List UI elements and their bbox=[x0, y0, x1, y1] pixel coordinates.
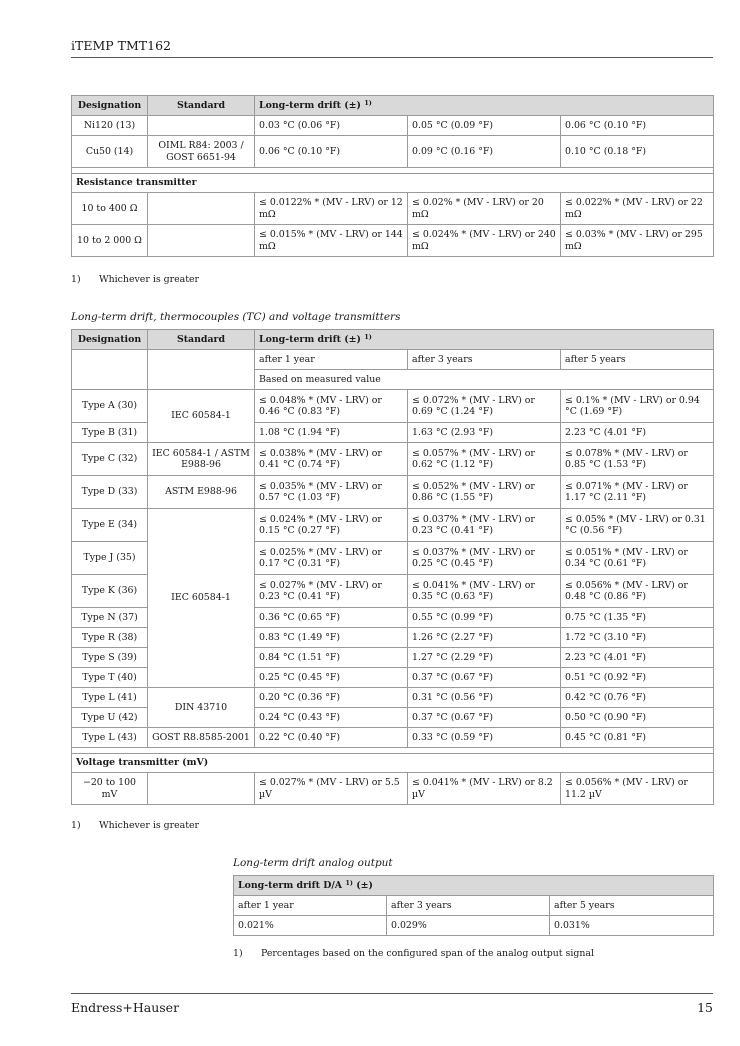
resistance-drift-table bbox=[71, 95, 714, 257]
caption-analog-output: Long-term drift analog output bbox=[233, 857, 393, 869]
col-header-designation: Designation bbox=[72, 96, 148, 116]
table-row: Type R (38) 0.83 °C (1.49 °F) 1.26 °C (2.27 °F) 1.72 °C (3.10 °F) bbox=[72, 628, 714, 648]
period-1-year: after 1 year bbox=[255, 350, 408, 370]
period-5-years: after 5 years bbox=[561, 350, 714, 370]
standard-iec-60584-1-group: IEC 60584-1 bbox=[148, 509, 255, 688]
table-row: Type A (30) IEC 60584-1 ≤ 0.048% * (MV - LRV) or 0.46 °C (0.83 °F) ≤ 0.072% * (MV - LRV) or 0.69 °C (1.24 °F) ≤ 0.1% * (MV - LRV) or 0.94 °C (1.69 °F) bbox=[72, 390, 714, 423]
standard-iec-60584-1: IEC 60584-1 bbox=[148, 390, 255, 443]
table-row: 10 to 2 000 Ω ≤ 0.015% * (MV - LRV) or 144 mΩ ≤ 0.024% * (MV - LRV) or 240 mΩ ≤ 0.03% * (MV - LRV) or 295 mΩ bbox=[72, 225, 714, 257]
standard-iec-astm: IEC 60584-1 / ASTM E988-96 bbox=[148, 443, 255, 476]
section-voltage-transmitter: Voltage transmitter (mV) bbox=[72, 754, 714, 773]
table-row: Type L (41) DIN 43710 0.20 °C (0.36 °F) 0.31 °C (0.56 °F) 0.42 °C (0.76 °F) bbox=[72, 688, 714, 708]
analog-output-drift-table: Long-term drift D/A $^{1)}$ (±) after 1 year after 3 years after 5 years 0.021% 0.029% 0.031% bbox=[233, 875, 714, 936]
table-row: Type T (40) 0.25 °C (0.45 °F) 0.37 °C (0.67 °F) 0.51 °C (0.92 °F) bbox=[72, 668, 714, 688]
table-row: Type L (43) GOST R8.8585-2001 0.22 °C (0.40 °F) 0.33 °C (0.59 °F) 0.45 °C (0.81 °F) bbox=[72, 728, 714, 748]
standard-gost: GOST R8.8585-2001 bbox=[148, 728, 255, 748]
header-divider bbox=[71, 57, 713, 58]
page-header-title: iTEMP TMT162 bbox=[71, 38, 171, 53]
table-row: Cu50 (14) OIML R84: 2003 / GOST 6651-94 0.06 °C (0.10 °F) 0.09 °C (0.16 °F) 0.10 °C (0.18 °F) bbox=[72, 136, 714, 168]
col-header-drift: Long-term drift (±) $^{1)}$ bbox=[255, 330, 714, 350]
table-row: Type D (33) ASTM E988-96 ≤ 0.035% * (MV - LRV) or 0.57 °C (1.03 °F) ≤ 0.052% * (MV - LRV) or 0.86 °C (1.55 °F) ≤ 0.071% * (MV - LRV) or 1.17 °C (2.11 °F) bbox=[72, 476, 714, 509]
col-header-drift-da: Long-term drift D/A $^{1)}$ (±) bbox=[234, 876, 714, 896]
table-row: Ni120 (13) 0.03 °C (0.06 °F) 0.05 °C (0.09 °F) 0.06 °C (0.10 °F) bbox=[72, 116, 714, 136]
period-3-years: after 3 years bbox=[408, 350, 561, 370]
footer-divider bbox=[71, 993, 713, 994]
thermocouple-drift-table bbox=[71, 329, 714, 805]
basis-note: Based on measured value bbox=[255, 370, 714, 390]
table-row: 0.021% 0.029% 0.031% bbox=[234, 916, 714, 936]
col-header-standard: Standard bbox=[148, 330, 255, 350]
footer-brand: Endress+Hauser bbox=[71, 1000, 180, 1015]
standard-din: DIN 43710 bbox=[148, 688, 255, 728]
page-number: 15 bbox=[697, 1000, 713, 1015]
standard-astm: ASTM E988-96 bbox=[148, 476, 255, 509]
table-row: Type J (35) ≤ 0.025% * (MV - LRV) or 0.17 °C (0.31 °F) ≤ 0.037% * (MV - LRV) or 0.25 °C (0.45 °F) ≤ 0.051% * (MV - LRV) or 0.34 °C (0.61 °F) bbox=[72, 542, 714, 575]
table-row: −20 to 100 mV ≤ 0.027% * (MV - LRV) or 5.5 µV ≤ 0.041% * (MV - LRV) or 8.2 µV ≤ 0.056% * (MV - LRV) or 11.2 µV bbox=[72, 773, 714, 805]
table-row: 10 to 400 Ω ≤ 0.0122% * (MV - LRV) or 12 mΩ ≤ 0.02% * (MV - LRV) or 20 mΩ ≤ 0.022% * (MV - LRV) or 22 mΩ bbox=[72, 193, 714, 225]
col-header-standard: Standard bbox=[148, 96, 255, 116]
col-header-drift: Long-term drift (±) $^{1)}$ bbox=[255, 96, 714, 116]
table-row: Type S (39) 0.84 °C (1.51 °F) 1.27 °C (2.29 °F) 2.23 °C (4.01 °F) bbox=[72, 648, 714, 668]
caption-thermocouple-drift: Long-term drift, thermocouples (TC) and voltage transmitters bbox=[71, 311, 401, 323]
table-row: Type C (32) IEC 60584-1 / ASTM E988-96 ≤ 0.038% * (MV - LRV) or 0.41 °C (0.74 °F) ≤ 0.057% * (MV - LRV) or 0.62 °C (1.12 °F) ≤ 0.078% * (MV - LRV) or 0.85 °C (1.53 °F) bbox=[72, 443, 714, 476]
table-row: Type N (37) 0.36 °C (0.65 °F) 0.55 °C (0.99 °F) 0.75 °C (1.35 °F) bbox=[72, 608, 714, 628]
table-row: Type E (34) IEC 60584-1 ≤ 0.024% * (MV - LRV) or 0.15 °C (0.27 °F) ≤ 0.037% * (MV - LRV) or 0.23 °C (0.41 °F) ≤ 0.05% * (MV - LRV) or 0.31 °C (0.56 °F) bbox=[72, 509, 714, 542]
col-header-designation: Designation bbox=[72, 330, 148, 350]
table-row: Type K (36) ≤ 0.027% * (MV - LRV) or 0.23 °C (0.41 °F) ≤ 0.041% * (MV - LRV) or 0.35 °C (0.63 °F) ≤ 0.056% * (MV - LRV) or 0.48 °C (0.86 °F) bbox=[72, 575, 714, 608]
table-row: Type U (42) 0.24 °C (0.43 °F) 0.37 °C (0.67 °F) 0.50 °C (0.90 °F) bbox=[72, 708, 714, 728]
table-row: Type B (31) 1.08 °C (1.94 °F) 1.63 °C (2.93 °F) 2.23 °C (4.01 °F) bbox=[72, 423, 714, 443]
section-resistance-transmitter: Resistance transmitter bbox=[72, 174, 714, 193]
